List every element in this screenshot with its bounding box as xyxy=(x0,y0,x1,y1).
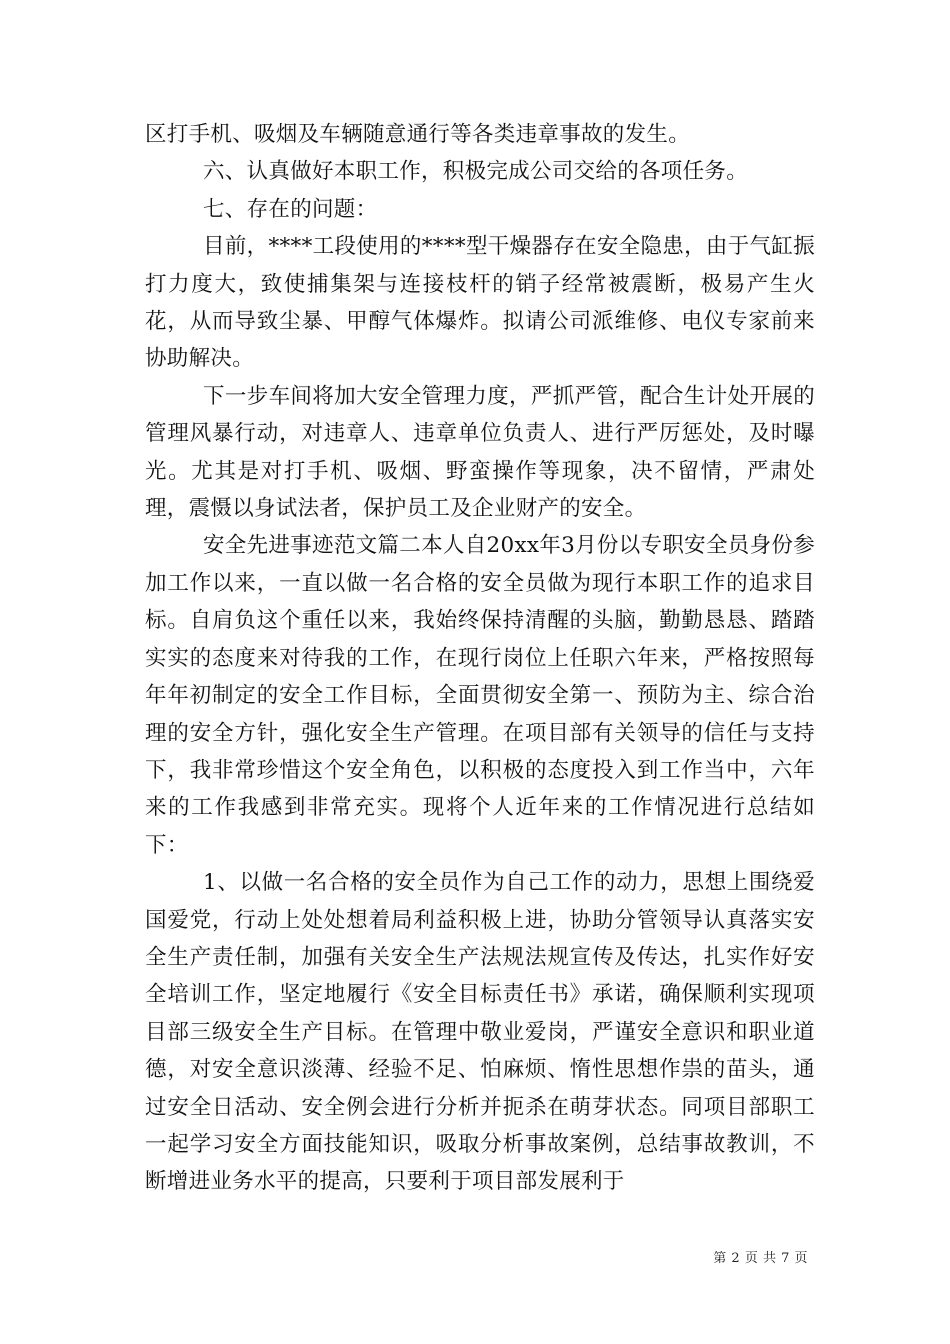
paragraph-3: 七、存在的问题： xyxy=(203,196,378,222)
paragraph-1: 区打手机、吸烟及车辆随意通行等各类违章事故的发生。 xyxy=(145,122,691,147)
paragraph-5: 下一步车间将加大安全管理力度，严抓严管，配合生计处开展的管理风暴行动，对违章人、违章单位负责人、进行严厉惩处，及时曝光。尤其是对打手机、吸烟、野蛮操作等现象，决不留情，严肃处理，震慑以身试法者，保护员工及企业财产的安全。 xyxy=(145,383,815,522)
paragraph-2: 六、认真做好本职工作，积极完成公司交给的各项任务。 xyxy=(203,159,749,185)
paragraph-7: 1、以做一名合格的安全员作为自己工作的动力，思想上围绕爱国爱党，行动上处处想着局利益积极上进，协助分管领导认真落实安全生产责任制，加强有关安全生产法规法规宣传及传达，扎实作好安全培训工作，坚定地履行《安全目标责任书》承诺，确保顺利实现项目部三级安全生产目标。在管理中敬业爱岗，严谨安全意识和职业道德，对安全意识淡薄、经验不足、怕麻烦、惰性思想作祟的苗头，通过安全日活动、安全例会进行分析并扼杀在萌芽状态。同项目部职工一起学习安全方面技能知识，吸取分析事故案例，总结事故教训，不断增进业务水平的提高，只要利于项目部发展利于 xyxy=(145,870,815,1195)
page-number: 第 2 页 共 7 页 xyxy=(713,1251,808,1266)
paragraph-4: 目前，****工段使用的****型干燥器存在安全隐患，由于气缸振打力度大，致使捕集架与连接枝杆的销子经常被震断，极易产生火花，从而导致尘暴、甲醇气体爆炸。拟请公司派维修、电仪专家前来协助解决。 xyxy=(145,234,815,372)
paragraph-6: 安全先进事迹范文篇二本人自20xx年3月份以专职安全员身份参加工作以来，一直以做一名合格的安全员做为现行本职工作的追求目标。自肩负这个重任以来，我始终保持清醒的头脑，勤勤恳恳、踏踏实实的态度来对待我的工作，在现行岗位上任职六年来，严格按照每年年初制定的安全工作目标，全面贯彻安全第一、预防为主、综合治理的安全方针，强化安全生产管理。在项目部有关领导的信任与支持下，我非常珍惜这个安全角色，以积极的态度投入到工作当中，六年来的工作我感到非常充实。现将个人近年来的工作情况进行总结如下： xyxy=(145,533,815,858)
document-body xyxy=(145,116,815,1201)
